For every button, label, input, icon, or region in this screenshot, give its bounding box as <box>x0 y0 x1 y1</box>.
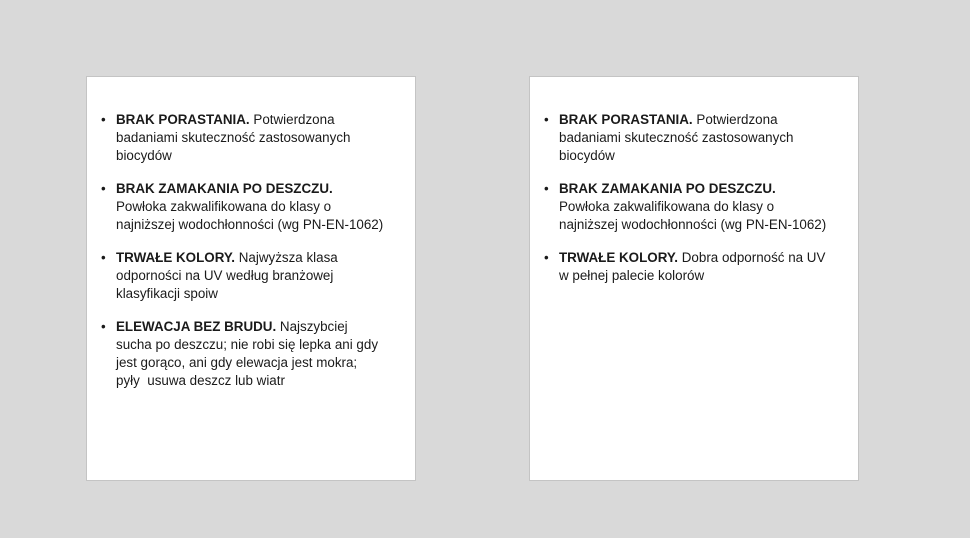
text-line <box>559 129 850 147</box>
bullet-item <box>544 180 850 234</box>
item-text: jest gorąco, ani gdy elewacja jest mokra; <box>116 355 358 370</box>
item-text: Dobra odporność na UV <box>678 250 826 265</box>
text-line <box>116 267 407 285</box>
slide-left <box>86 76 416 481</box>
bullet-icon: • <box>101 319 106 334</box>
bullet-icon: • <box>544 112 549 127</box>
item-text: badaniami skuteczność zastosowanych <box>116 130 351 145</box>
item-text: najniższej wodochłonności (wg PN-EN-1062) <box>559 217 827 232</box>
item-title: BRAK ZAMAKANIA PO DESZCZU. <box>559 181 776 196</box>
text-line <box>116 318 407 336</box>
bullet-icon: • <box>101 250 106 265</box>
item-title: BRAK PORASTANIA. <box>559 112 693 127</box>
text-line <box>116 249 407 267</box>
bullet-item <box>101 111 407 165</box>
item-text: odporności na UV według branżowej <box>116 268 334 283</box>
text-line <box>559 198 850 216</box>
text-line <box>116 354 407 372</box>
slide-right <box>529 76 859 481</box>
item-text: w pełnej palecie kolorów <box>559 268 705 283</box>
bullet-item <box>101 180 407 234</box>
bullet-list <box>101 111 407 405</box>
text-line <box>116 285 407 303</box>
bullet-icon: • <box>544 181 549 196</box>
item-text: biocydów <box>116 148 172 163</box>
item-text: biocydów <box>559 148 615 163</box>
text-line <box>116 147 407 165</box>
item-title: TRWAŁE KOLORY. <box>116 250 236 265</box>
text-line <box>559 147 850 165</box>
text-line <box>116 111 407 129</box>
item-text: Potwierdzona <box>692 112 778 127</box>
text-line <box>116 372 407 390</box>
bullet-item <box>101 318 407 390</box>
text-line <box>559 249 850 267</box>
text-line <box>559 111 850 129</box>
item-text: pyły usuwa deszcz lub wiatr <box>116 373 285 388</box>
bullet-item <box>544 111 850 165</box>
item-text: najniższej wodochłonności (wg PN-EN-1062) <box>116 217 384 232</box>
text-line <box>559 216 850 234</box>
text-line <box>116 180 407 198</box>
text-line <box>116 216 407 234</box>
text-line <box>559 267 850 285</box>
item-title: TRWAŁE KOLORY. <box>559 250 679 265</box>
item-title: BRAK ZAMAKANIA PO DESZCZU. <box>116 181 333 196</box>
bullet-item <box>544 249 850 285</box>
bullet-list <box>544 111 850 300</box>
item-text: badaniami skuteczność zastosowanych <box>559 130 794 145</box>
item-title: ELEWACJA BEZ BRUDU. <box>116 319 277 334</box>
item-text: Najwyższa klasa <box>235 250 338 265</box>
bullet-icon: • <box>101 112 106 127</box>
text-line <box>116 129 407 147</box>
bullet-icon: • <box>101 181 106 196</box>
item-text: klasyfikacji spoiw <box>116 286 218 301</box>
item-text: sucha po deszczu; nie robi się lepka ani gdy <box>116 337 379 352</box>
item-text: Powłoka zakwalifikowana do klasy o <box>559 199 775 214</box>
item-text: Najszybciej <box>276 319 348 334</box>
text-line <box>559 180 850 198</box>
text-line <box>116 198 407 216</box>
item-text: Powłoka zakwalifikowana do klasy o <box>116 199 332 214</box>
item-title: BRAK PORASTANIA. <box>116 112 250 127</box>
bullet-icon: • <box>544 250 549 265</box>
text-line <box>116 336 407 354</box>
item-text: Potwierdzona <box>249 112 335 127</box>
bullet-item <box>101 249 407 303</box>
